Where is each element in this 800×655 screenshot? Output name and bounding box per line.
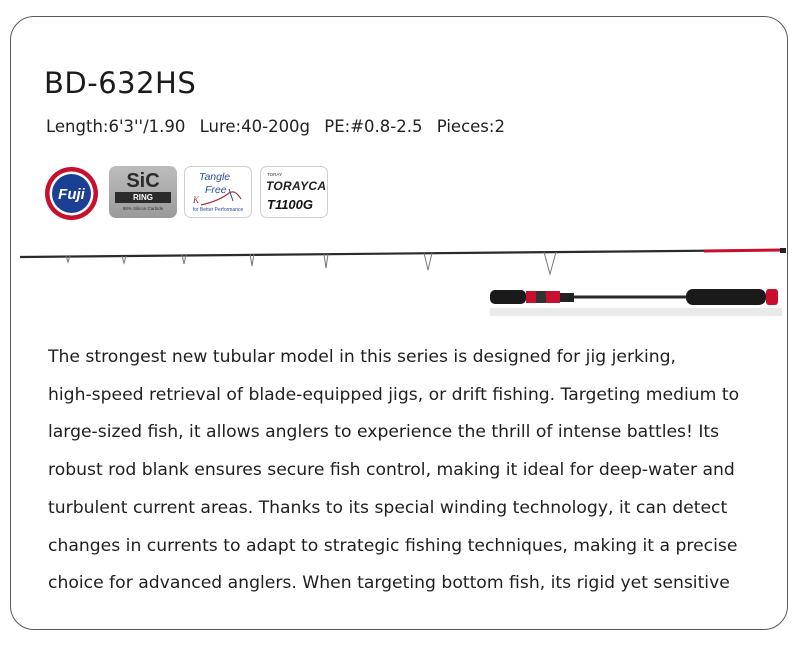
sic-subtitle: 98% Silicon Carbide xyxy=(122,206,164,211)
desc-line-4: robust rod blank ensures secure fish control, making it ideal for deep-water and xyxy=(48,460,735,481)
toray-brand: TORAYCA xyxy=(266,179,327,193)
desc-line-5: turbulent current areas. Thanks to its special winding technology, it can detect xyxy=(48,497,728,518)
torayca-badge xyxy=(260,166,328,218)
rod-handle xyxy=(490,289,778,305)
toray-grade: T1100G xyxy=(267,197,314,212)
tangle-subtitle: for Better Performance xyxy=(192,207,244,213)
tangle-k: K xyxy=(193,195,200,205)
fuji-text: Fuji xyxy=(58,186,85,203)
desc-line-7: choice for advanced anglers. When targeting bottom fish, its rigid yet sensitive xyxy=(48,573,730,594)
spec-lure: Lure:40-200g xyxy=(199,117,311,136)
rod-red-section xyxy=(704,250,782,251)
spec-length: Length:6'3''/1.90 xyxy=(46,117,186,136)
sic-band: RING xyxy=(115,192,171,203)
toray-small: TORAY xyxy=(267,172,283,177)
desc-line-6: changes in currents to adapt to strategic fishing techniques, making it a precise xyxy=(48,535,738,556)
free-word: Free xyxy=(205,184,227,196)
sic-ring-badge xyxy=(109,166,177,218)
rod-blank xyxy=(20,250,782,257)
rod-image xyxy=(14,236,788,326)
desc-line-3: large-sized fish, it allows anglers to experience the thrill of intense battles! Its xyxy=(48,422,720,443)
tangle-word: Tangle xyxy=(199,171,231,183)
desc-line-2: high-speed retrieval of blade-equipped jigs, or drift fishing. Targeting medium to xyxy=(48,384,740,405)
tangle-free-badge xyxy=(184,166,252,218)
product-title: BD-632HS xyxy=(44,66,197,100)
desc-line-1: The strongest new tubular model in this series is designed for jig jerking, xyxy=(48,347,677,367)
spec-pieces: Pieces:2 xyxy=(436,117,505,136)
fuji-logo xyxy=(44,166,99,221)
rod-butt-cap xyxy=(780,248,786,253)
sic-title: SiC xyxy=(126,170,160,192)
spec-line xyxy=(46,117,514,136)
spec-pe: PE:#0.8-2.5 xyxy=(324,117,423,136)
product-description xyxy=(48,339,768,603)
guide-curve-icon xyxy=(199,187,249,207)
